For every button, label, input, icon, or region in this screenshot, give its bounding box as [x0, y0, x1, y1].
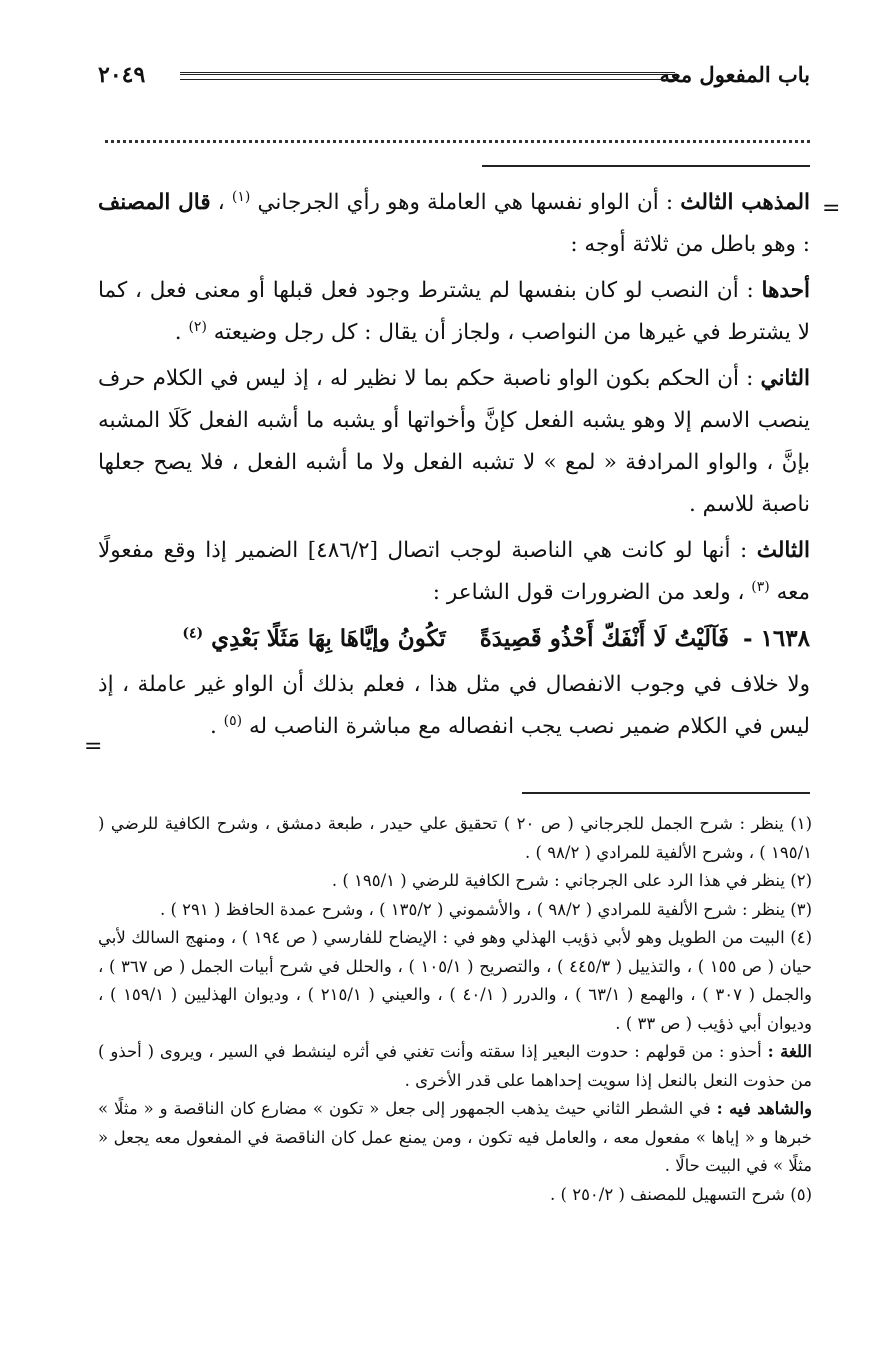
poetry-verse [98, 618, 810, 660]
paragraph-text: : أنها لو كانت هي الناصبة لوجب اتصال [٤٨٦/٢] الضمير إذا وقع مفعولًا معه [98, 538, 810, 605]
paragraph-text: : أن الواو نفسها هي العاملة وهو رأي الجرجاني [257, 190, 674, 215]
continuation-mark-bottom: = [84, 734, 103, 759]
footnote-ref: (٤) [182, 625, 204, 642]
paragraph-third-reason [98, 530, 810, 614]
paragraph-text: : أن النصب لو كان بنفسها لم يشترط وجود فعل قبلها أو معنى فعل ، كما لا يشترط في غيرها من النواصب ، ولجاز أن يقال : كل رجل وضيعته [98, 278, 810, 345]
verse-first-hemistich: فَآلَيْتُ لَا أَنْفَكّ أَحْذُو قَصِيدَةً [479, 625, 729, 652]
footnote-ref: (٢) [188, 318, 207, 335]
shahid-label: والشاهد فيه : [716, 1099, 813, 1118]
dotted-separator [105, 140, 810, 143]
paragraph-text: ولا خلاف في وجوب الانفصال في مثل هذا ، فعلم بذلك أن الواو غير عاملة ، إذ ليس في الكلام ضمير نصب يجب انفصاله مع مباشرة الناصب له [98, 672, 810, 739]
footnote-4: (٤) البيت من الطويل وهو لأبي ذؤيب الهذلي وهو في : الإيضاح للفارسي ( ص ١٩٤ ) ، ومنهج السالك لأبي حيان ( ص ١٥٥ ) ، والتذييل ( ٤٤٥/٣ ) ، والتصريح ( ١٠٥/١ ) ، والحلل في شرح أبيات الجمل ( ص ٣٦٧ ) ، والجمل ( ٣٠٧ ) ، والهمع ( ٦٣/١ ) ، والدرر ( ٤٠/١ ) ، والعيني ( ٢١٥/١ ) ، وديوان الهذليين ( ١٥٩/١ ) ، وديوان أبي ذؤيب ( ص ٣٣ ) . [98, 928, 812, 1033]
text-separator-rule [482, 165, 810, 167]
footnote-ref: (٣) [751, 578, 770, 595]
shahid-text: في الشطر الثاني حيث يذهب الجمهور إلى جعل « تكون » مضارع كان الناقصة و « مثلًا » خبرها و « إياها » مفعول معه ، والعامل فيه تكون ، ومن يمنع عمل كان الناقصة في المفعول معه يجعل « مثلًا » في البيت حالًا . [98, 1099, 812, 1175]
separator-comma: ، [217, 190, 225, 215]
heading-third: الثالث [756, 538, 810, 563]
footnotes [98, 810, 812, 1209]
footnote-3: (٣) ينظر : شرح الألفية للمرادي ( ٩٨/٢ ) ، والأشموني ( ١٣٥/٢ ) ، وشرح عمدة الحافظ ( ٢٩١ ) . [160, 899, 812, 919]
main-text [98, 182, 810, 752]
heading-second: الثاني [760, 366, 810, 391]
paragraph-text: . [209, 714, 217, 739]
paragraph-second-reason [98, 358, 810, 526]
verse-second-hemistich: تَكُونُ وإيَّاهَا بِهَا مَثَلًا بَعْدِي [211, 625, 446, 652]
footnote-ref: (٥) [223, 712, 243, 729]
footnote-ref: (١) [231, 188, 251, 205]
header-rule [180, 72, 675, 80]
paragraph-conclusion [98, 664, 810, 748]
paragraph-text: ، ولعد من الضرورات قول الشاعر : [432, 580, 745, 605]
heading-author-said: قال المصنف [98, 190, 211, 215]
footnote-shahid [98, 1095, 812, 1181]
heading-third-view: المذهب الثالث [680, 190, 810, 215]
heading-first: أحدها [761, 278, 810, 303]
page-header [98, 62, 810, 92]
footnote-1: (١) ينظر : شرح الجمل للجرجاني ( ص ٢٠ ) تحقيق علي حيدر ، طبعة دمشق ، وشرح الكافية للرضي ( ١٩٥/١ ) ، وشرح الألفية للمرادي ( ٩٨/٢ ) . [98, 814, 812, 862]
paragraph-first-reason [98, 270, 810, 354]
lugha-text: أحذو : من قولهم : حدوت البعير إذا سقته وأنت تغني في أثره لينشط في السير ، ويروى ( أحذو ) من حذوت النعل بالنعل إذا سويت إحداهما على قدر الأخرى . [98, 1042, 812, 1090]
footnote-separator [522, 792, 810, 794]
paragraph-text: : وهو باطل من ثلاثة أوجه : [570, 232, 810, 257]
footnote-lugha [98, 1038, 812, 1095]
footnote-5: (٥) شرح التسهيل للمصنف ( ٢٥٠/٢ ) . [550, 1184, 812, 1204]
paragraph-text: : أن الحكم بكون الواو ناصبة حكم بما لا نظير له ، إذ ليس في الكلام حرف ينصب الاسم إلا وهو يشبه الفعل كإنَّ وأخواتها أو يشبه ما أشبه الفعل كَلَا المشبه بإنَّ ، والواو المرادفة « لمع » لا تشبه الفعل ولا ما أشبه الفعل ، فلا يصح جعلها ناصبة للاسم . [98, 366, 810, 517]
page-number: ٢٠٤٩ [98, 62, 146, 88]
footnote-2: (٢) ينظر في هذا الرد على الجرجاني : شرح الكافية للرضي ( ١٩٥/١ ) . [331, 871, 812, 890]
verse-number: ١٦٣٨ - [743, 625, 810, 652]
continuation-mark-top: = [822, 196, 841, 221]
lugha-label: اللغة : [767, 1042, 813, 1061]
chapter-title: باب المفعول معه [659, 62, 810, 87]
paragraph-text: . [174, 320, 182, 345]
paragraph-third-view [98, 182, 810, 266]
